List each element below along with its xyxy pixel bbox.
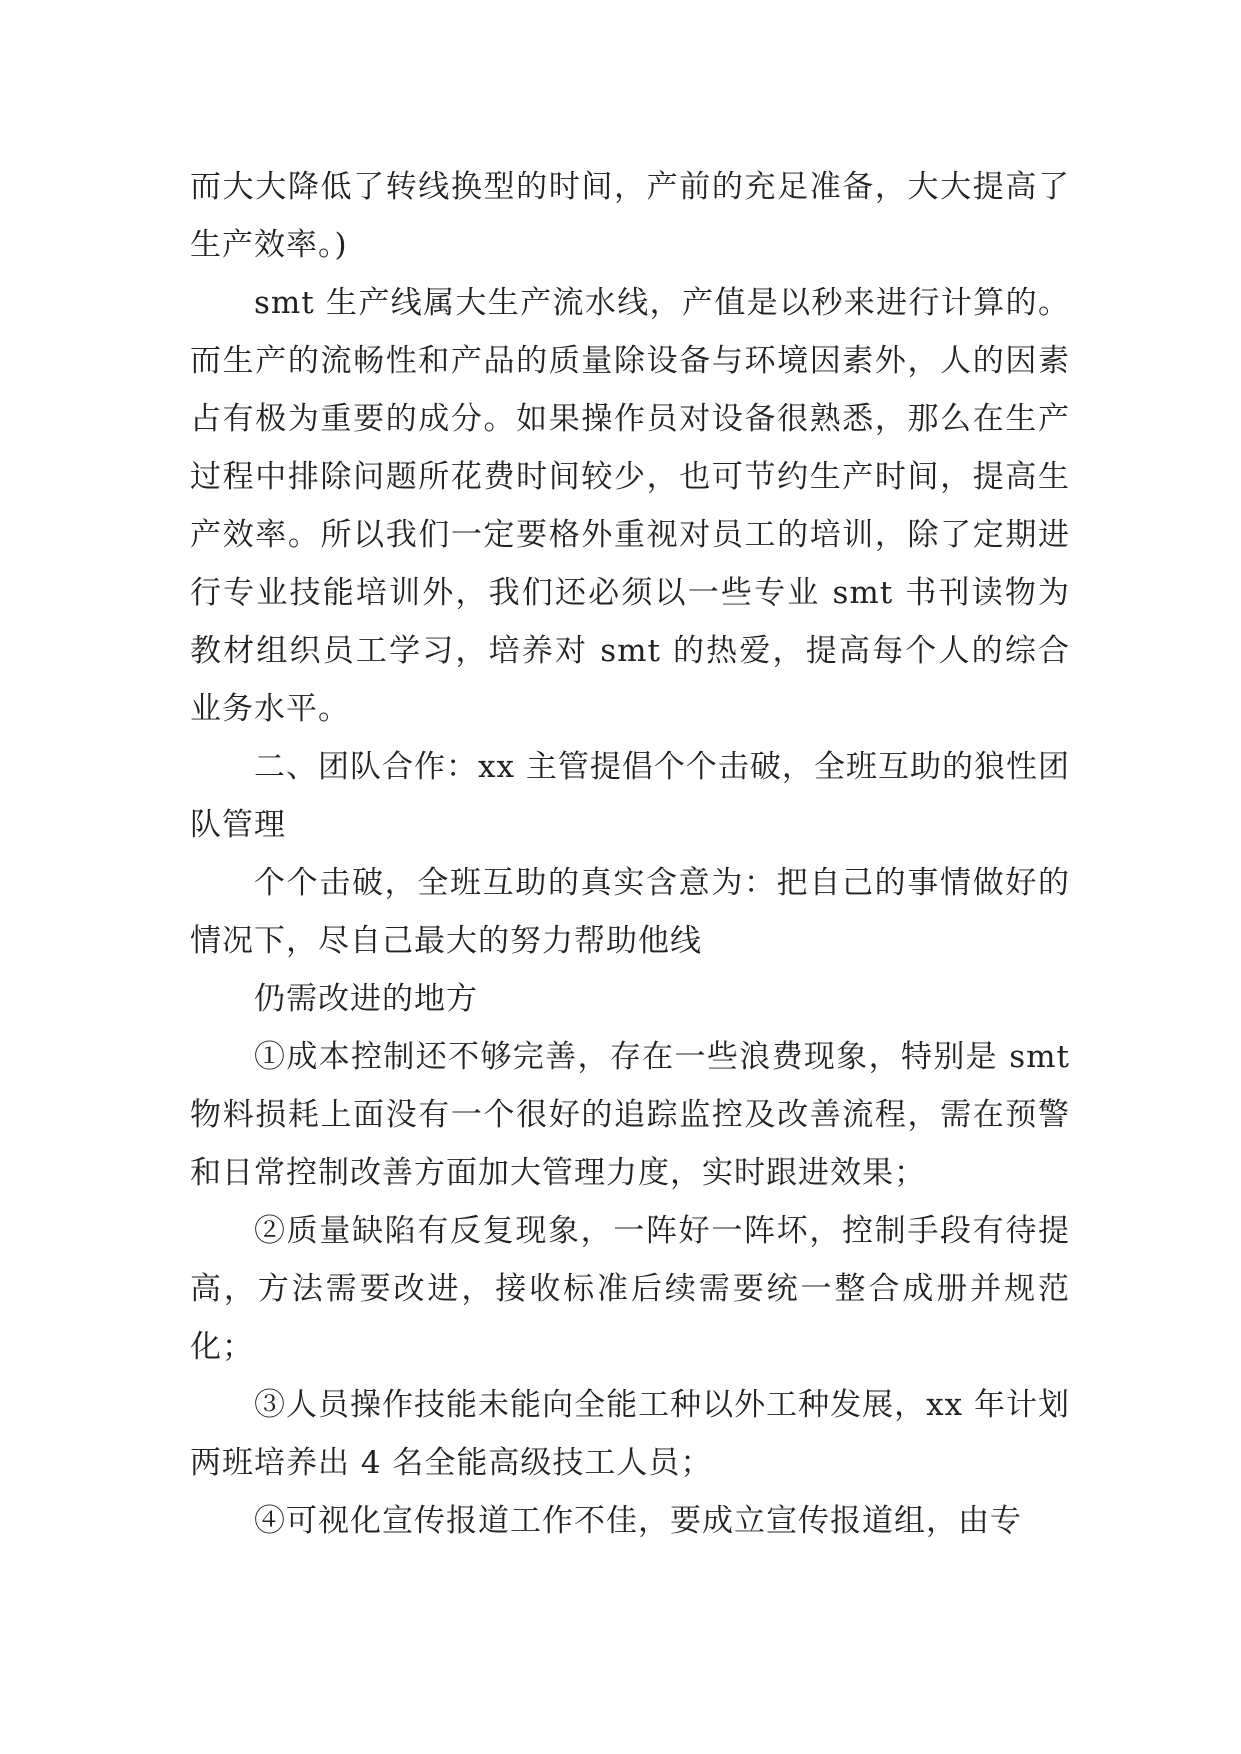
paragraph-smt-production-line: smt 生产线属大生产流水线，产值是以秒来进行计算的。而生产的流畅性和产品的质量除设备与环境因素外，人的因素占有极为重要的成分。如果操作员对设备很熟悉，那么在生产过程中排除问题所花费时间较少，也可节约生产时间，提高生产效率。所以我们一定要格外重视对员工的培训，除了定期进行专业技能培训外，我们还必须以一些专业 smt 书刊读物为教材组织员工学习，培养对 smt 的热爱，提高每个人的综合业务水平。 [190, 285, 1070, 727]
paragraph-team-cooperation-meaning: 个个击破，全班互助的真实含意为：把自己的事情做好的情况下，尽自己最大的努力帮助他线 [190, 865, 1070, 959]
paragraph-improvement-item-1: ①成本控制还不够完善，存在一些浪费现象，特别是 smt 物料损耗上面没有一个很好的追踪监控及改善流程，需在预警和日常控制改善方面加大管理力度，实时跟进效果； [190, 1039, 1081, 1191]
paragraph-improvement-item-3: ③人员操作技能未能向全能工种以外工种发展，xx 年计划两班培养出 4 名全能高级技工人员； [190, 1387, 1070, 1481]
paragraph-improvement-heading: 仍需改进的地方 [254, 981, 478, 1017]
paragraph-team-cooperation-heading: 二、团队合作：xx 主管提倡个个击破，全班互助的狼性团队管理 [190, 749, 1070, 843]
paragraph-improvement-item-4: ④可视化宣传报道工作不佳，要成立宣传报道组，由专 [254, 1503, 1022, 1539]
paragraph-improvement-item-2: ②质量缺陷有反复现象，一阵好一阵坏，控制手段有待提高，方法需要改进，接收标准后续需要统一整合成册并规范化； [190, 1213, 1070, 1365]
document-body [190, 158, 1081, 1550]
paragraph-continuation: 而大大降低了转线换型的时间，产前的充足准备，大大提高了生产效率。) [190, 169, 1070, 263]
